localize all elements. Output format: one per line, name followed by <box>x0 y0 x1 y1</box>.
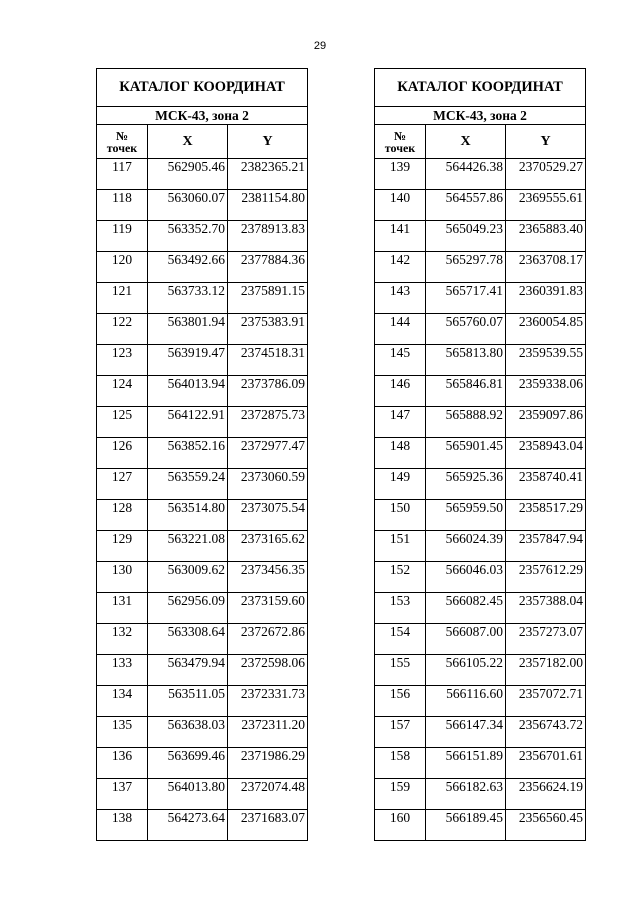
table-row <box>97 500 308 531</box>
x-coordinate-cell: 564013.80 <box>148 779 228 810</box>
y-coordinate-cell: 2369555.61 <box>506 190 586 221</box>
y-coordinate-cell: 2374518.31 <box>228 345 308 376</box>
x-coordinate-cell: 562956.09 <box>148 593 228 624</box>
table-row <box>97 531 308 562</box>
point-number-cell: 118 <box>97 190 148 221</box>
point-number-cell: 128 <box>97 500 148 531</box>
table-row <box>97 717 308 748</box>
x-coordinate-cell: 562905.46 <box>148 159 228 190</box>
table-row <box>375 252 586 283</box>
point-number-cell: 139 <box>375 159 426 190</box>
y-coordinate-cell: 2359539.55 <box>506 345 586 376</box>
table-row <box>375 221 586 252</box>
table-row <box>375 624 586 655</box>
x-coordinate-cell: 563308.64 <box>148 624 228 655</box>
y-coordinate-cell: 2360054.85 <box>506 314 586 345</box>
catalog-title: КАТАЛОГ КООРДИНАТ <box>97 69 308 107</box>
y-coordinate-cell: 2357072.71 <box>506 686 586 717</box>
y-coordinate-cell: 2375383.91 <box>228 314 308 345</box>
table-row <box>97 562 308 593</box>
x-coordinate-cell: 563221.08 <box>148 531 228 562</box>
point-number-cell: 134 <box>97 686 148 717</box>
x-header: X <box>426 125 506 159</box>
point-number-header: № точек <box>97 125 148 159</box>
y-coordinate-cell: 2372311.20 <box>228 717 308 748</box>
x-coordinate-cell: 563060.07 <box>148 190 228 221</box>
x-coordinate-cell: 563514.80 <box>148 500 228 531</box>
y-coordinate-cell: 2382365.21 <box>228 159 308 190</box>
x-coordinate-cell: 564013.94 <box>148 376 228 407</box>
y-coordinate-cell: 2357847.94 <box>506 531 586 562</box>
point-number-cell: 146 <box>375 376 426 407</box>
y-coordinate-cell: 2372598.06 <box>228 655 308 686</box>
x-coordinate-cell: 563852.16 <box>148 438 228 469</box>
point-number-cell: 141 <box>375 221 426 252</box>
point-number-cell: 119 <box>97 221 148 252</box>
catalog-title: КАТАЛОГ КООРДИНАТ <box>375 69 586 107</box>
point-number-cell: 125 <box>97 407 148 438</box>
x-coordinate-cell: 566151.89 <box>426 748 506 779</box>
point-number-cell: 123 <box>97 345 148 376</box>
point-number-cell: 150 <box>375 500 426 531</box>
table-row <box>375 655 586 686</box>
y-header: Y <box>228 125 308 159</box>
y-coordinate-cell: 2357388.04 <box>506 593 586 624</box>
table-row <box>97 469 308 500</box>
catalog-rows <box>97 159 308 841</box>
table-row <box>97 314 308 345</box>
table-row <box>97 283 308 314</box>
point-number-cell: 130 <box>97 562 148 593</box>
table-row <box>375 593 586 624</box>
coordinate-catalog-right <box>374 68 586 841</box>
point-number-cell: 144 <box>375 314 426 345</box>
catalog-rows <box>375 159 586 841</box>
table-row <box>375 438 586 469</box>
point-number-cell: 135 <box>97 717 148 748</box>
table-row <box>375 283 586 314</box>
y-coordinate-cell: 2356743.72 <box>506 717 586 748</box>
x-coordinate-cell: 563733.12 <box>148 283 228 314</box>
coordinate-catalog-left <box>96 68 308 841</box>
point-number-cell: 137 <box>97 779 148 810</box>
y-coordinate-cell: 2375891.15 <box>228 283 308 314</box>
y-coordinate-cell: 2357182.00 <box>506 655 586 686</box>
x-coordinate-cell: 564557.86 <box>426 190 506 221</box>
y-coordinate-cell: 2372074.48 <box>228 779 308 810</box>
table-row <box>375 159 586 190</box>
point-number-cell: 159 <box>375 779 426 810</box>
point-number-cell: 124 <box>97 376 148 407</box>
y-coordinate-cell: 2372672.86 <box>228 624 308 655</box>
point-number-cell: 155 <box>375 655 426 686</box>
y-coordinate-cell: 2377884.36 <box>228 252 308 283</box>
point-number-header: № точек <box>375 125 426 159</box>
table-row <box>97 252 308 283</box>
x-coordinate-cell: 565901.45 <box>426 438 506 469</box>
x-coordinate-cell: 566182.63 <box>426 779 506 810</box>
point-number-cell: 133 <box>97 655 148 686</box>
point-number-cell: 121 <box>97 283 148 314</box>
table-row <box>97 407 308 438</box>
table-row <box>97 221 308 252</box>
y-coordinate-cell: 2381154.80 <box>228 190 308 221</box>
point-number-cell: 142 <box>375 252 426 283</box>
catalog-subtitle: МСК-43, зона 2 <box>375 107 586 125</box>
table-row <box>97 438 308 469</box>
point-number-cell: 147 <box>375 407 426 438</box>
table-row <box>97 376 308 407</box>
x-coordinate-cell: 565888.92 <box>426 407 506 438</box>
point-number-cell: 156 <box>375 686 426 717</box>
x-header: X <box>148 125 228 159</box>
point-number-cell: 158 <box>375 748 426 779</box>
table-row <box>375 810 586 841</box>
table-row <box>375 407 586 438</box>
x-coordinate-cell: 563801.94 <box>148 314 228 345</box>
y-coordinate-cell: 2356701.61 <box>506 748 586 779</box>
x-coordinate-cell: 564122.91 <box>148 407 228 438</box>
y-coordinate-cell: 2358740.41 <box>506 469 586 500</box>
y-coordinate-cell: 2372331.73 <box>228 686 308 717</box>
table-row <box>97 345 308 376</box>
y-coordinate-cell: 2357612.29 <box>506 562 586 593</box>
y-header: Y <box>506 125 586 159</box>
x-coordinate-cell: 565049.23 <box>426 221 506 252</box>
point-number-cell: 149 <box>375 469 426 500</box>
table-row <box>97 686 308 717</box>
x-coordinate-cell: 566116.60 <box>426 686 506 717</box>
x-coordinate-cell: 566189.45 <box>426 810 506 841</box>
table-row <box>97 810 308 841</box>
x-coordinate-cell: 565717.41 <box>426 283 506 314</box>
y-coordinate-cell: 2357273.07 <box>506 624 586 655</box>
y-coordinate-cell: 2360391.83 <box>506 283 586 314</box>
table-row <box>97 624 308 655</box>
x-coordinate-cell: 566105.22 <box>426 655 506 686</box>
y-coordinate-cell: 2358943.04 <box>506 438 586 469</box>
y-coordinate-cell: 2373456.35 <box>228 562 308 593</box>
point-number-cell: 129 <box>97 531 148 562</box>
point-number-cell: 145 <box>375 345 426 376</box>
y-coordinate-cell: 2371986.29 <box>228 748 308 779</box>
y-coordinate-cell: 2363708.17 <box>506 252 586 283</box>
point-number-cell: 136 <box>97 748 148 779</box>
table-row <box>97 779 308 810</box>
y-coordinate-cell: 2359097.86 <box>506 407 586 438</box>
point-number-cell: 120 <box>97 252 148 283</box>
x-coordinate-cell: 565925.36 <box>426 469 506 500</box>
table-row <box>97 748 308 779</box>
point-number-cell: 132 <box>97 624 148 655</box>
x-coordinate-cell: 563009.62 <box>148 562 228 593</box>
y-coordinate-cell: 2359338.06 <box>506 376 586 407</box>
table-row <box>375 779 586 810</box>
x-coordinate-cell: 563699.46 <box>148 748 228 779</box>
y-coordinate-cell: 2373165.62 <box>228 531 308 562</box>
x-coordinate-cell: 564273.64 <box>148 810 228 841</box>
x-coordinate-cell: 565813.80 <box>426 345 506 376</box>
point-number-cell: 154 <box>375 624 426 655</box>
y-coordinate-cell: 2372977.47 <box>228 438 308 469</box>
table-row <box>375 376 586 407</box>
table-row <box>97 159 308 190</box>
x-coordinate-cell: 563638.03 <box>148 717 228 748</box>
y-coordinate-cell: 2358517.29 <box>506 500 586 531</box>
table-row <box>375 686 586 717</box>
table-row <box>97 190 308 221</box>
x-coordinate-cell: 565846.81 <box>426 376 506 407</box>
y-coordinate-cell: 2373786.09 <box>228 376 308 407</box>
table-row <box>97 655 308 686</box>
point-number-cell: 140 <box>375 190 426 221</box>
point-number-cell: 160 <box>375 810 426 841</box>
point-number-cell: 127 <box>97 469 148 500</box>
table-row <box>375 562 586 593</box>
x-coordinate-cell: 566087.00 <box>426 624 506 655</box>
y-coordinate-cell: 2373075.54 <box>228 500 308 531</box>
page-number: 29 <box>313 40 327 52</box>
point-number-cell: 117 <box>97 159 148 190</box>
x-coordinate-cell: 565297.78 <box>426 252 506 283</box>
x-coordinate-cell: 563919.47 <box>148 345 228 376</box>
table-row <box>375 314 586 345</box>
y-coordinate-cell: 2373060.59 <box>228 469 308 500</box>
point-number-cell: 152 <box>375 562 426 593</box>
x-coordinate-cell: 565959.50 <box>426 500 506 531</box>
table-row <box>375 500 586 531</box>
x-coordinate-cell: 565760.07 <box>426 314 506 345</box>
table-row <box>375 717 586 748</box>
y-coordinate-cell: 2365883.40 <box>506 221 586 252</box>
x-coordinate-cell: 563492.66 <box>148 252 228 283</box>
table-row <box>375 748 586 779</box>
x-coordinate-cell: 563511.05 <box>148 686 228 717</box>
table-row <box>375 190 586 221</box>
point-number-cell: 138 <box>97 810 148 841</box>
point-number-cell: 131 <box>97 593 148 624</box>
x-coordinate-cell: 566024.39 <box>426 531 506 562</box>
x-coordinate-cell: 563479.94 <box>148 655 228 686</box>
y-coordinate-cell: 2378913.83 <box>228 221 308 252</box>
y-coordinate-cell: 2372875.73 <box>228 407 308 438</box>
x-coordinate-cell: 563352.70 <box>148 221 228 252</box>
x-coordinate-cell: 566046.03 <box>426 562 506 593</box>
y-coordinate-cell: 2370529.27 <box>506 159 586 190</box>
point-number-cell: 148 <box>375 438 426 469</box>
y-coordinate-cell: 2356624.19 <box>506 779 586 810</box>
point-number-cell: 126 <box>97 438 148 469</box>
x-coordinate-cell: 566147.34 <box>426 717 506 748</box>
point-number-cell: 143 <box>375 283 426 314</box>
table-row <box>97 593 308 624</box>
x-coordinate-cell: 563559.24 <box>148 469 228 500</box>
point-number-cell: 122 <box>97 314 148 345</box>
point-number-cell: 157 <box>375 717 426 748</box>
table-row <box>375 469 586 500</box>
y-coordinate-cell: 2371683.07 <box>228 810 308 841</box>
x-coordinate-cell: 564426.38 <box>426 159 506 190</box>
catalog-subtitle: МСК-43, зона 2 <box>97 107 308 125</box>
point-number-cell: 153 <box>375 593 426 624</box>
table-row <box>375 531 586 562</box>
x-coordinate-cell: 566082.45 <box>426 593 506 624</box>
point-number-cell: 151 <box>375 531 426 562</box>
y-coordinate-cell: 2373159.60 <box>228 593 308 624</box>
y-coordinate-cell: 2356560.45 <box>506 810 586 841</box>
table-row <box>375 345 586 376</box>
